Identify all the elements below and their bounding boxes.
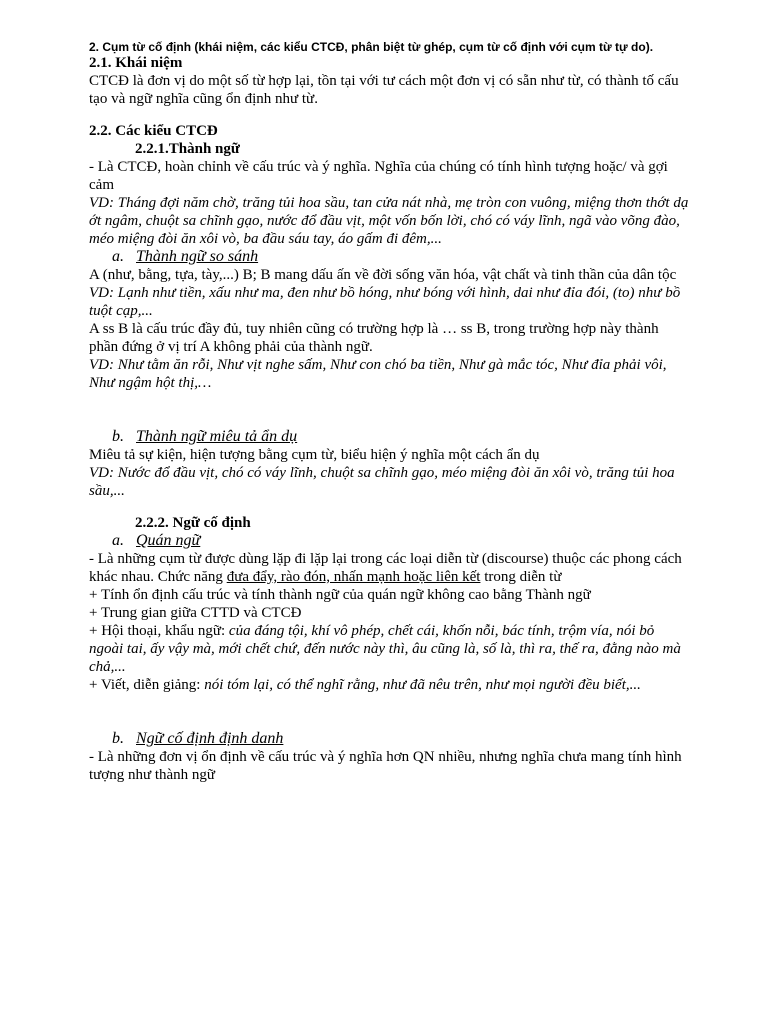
subsection-b-title [89, 428, 689, 446]
spacer [89, 392, 689, 428]
definition-text: - Là những cụm từ được dùng lặp đi lặp lại trong các loại diễn từ (discourse) thuộc các phong cách khác nhau. Chức năng [89, 551, 682, 585]
comparison-structure: A (như, bằng, tựa, tày,...) B; B mang dấu ấn về đời sống văn hóa, vật chất và tinh thần của dân tộc [89, 267, 677, 283]
spacer [89, 108, 689, 122]
definition-text-end: trong diễn từ [480, 569, 562, 585]
section-2-1-title: 2.1. Khái niệm [89, 55, 183, 71]
subsection-2-2-2-b-title [89, 730, 689, 748]
bullet-examples: nói tóm lại, có thể nghĩ rằng, như đã nêu trên, như mọi người đều biết,... [204, 677, 641, 693]
comparison-examples-1: VD: Lạnh như tiền, xấu như ma, đen như bồ hóng, như bóng với hình, dai như đỉa đói, (to) như bồ tuột cạp,... [89, 285, 681, 319]
bullet-label: + Viết, diễn giảng: [89, 677, 205, 693]
subsection-marker: b. [112, 730, 124, 747]
spacer [89, 500, 689, 514]
comparison-note: A ss B là cấu trúc đầy đủ, tuy nhiên cũng có trường hợp là … ss B, trong trường hợp này thành phần đứng ở vị trí A không phải của thành ngữ. [89, 321, 659, 355]
bullet-intermediate: + Trung gian giữa CTTD và CTCĐ [89, 605, 302, 621]
subsection-marker: a. [112, 248, 124, 265]
bullet-label: + Hội thoại, khẩu ngữ: [89, 623, 229, 639]
subsection-2-2-2-a-label: Quán ngữ [136, 532, 201, 549]
bullet-writing [89, 676, 689, 694]
section-2-2-2-title: 2.2.2. Ngữ cố định [135, 515, 251, 531]
bullet-examples: của đáng tội, khí vô phép, chết cái, khốn nỗi, bác tính, trộm vía, nói bỏ ngoài tai, ấy vậy mà, mới chết chứ, đến nước này thì, âu cũng là, số là, thì ra, thế ra, đằng nào mà chả,... [89, 623, 681, 675]
subsection-b-label: Thành ngữ miêu tả ẩn dụ [136, 428, 298, 445]
definition-emphasis: đưa đẩy, rào đón, nhấn mạnh hoặc liên kết [226, 569, 481, 585]
metaphor-definition: Miêu tả sự kiện, hiện tượng bằng cụm từ, biểu hiện ý nghĩa một cách ẩn dụ [89, 447, 540, 463]
metaphor-examples: VD: Nước đổ đầu vịt, chó có váy lĩnh, chuột sa chĩnh gạo, méo miệng đòi ăn xôi vò, trăng tủi hoa sầu,... [89, 465, 675, 499]
spacer [89, 694, 689, 730]
section-2-1-text: CTCĐ là đơn vị do một số từ hợp lại, tồn tại với tư cách một đơn vị có sẵn như từ, có thành tố cấu tạo và ngữ nghĩa cũng ổn định như từ. [89, 73, 679, 107]
fixed-phrase-definition [89, 550, 689, 586]
document-body [89, 40, 689, 784]
section-2-2-1-title: 2.2.1.Thành ngữ [135, 141, 240, 157]
main-heading: 2. Cụm từ cố định (khái niệm, các kiểu CTCĐ, phân biệt từ ghép, cụm từ cố định với cụm từ tự do). [89, 40, 654, 54]
idiom-examples: VD: Tháng đợi năm chờ, trăng tủi hoa sầu, tan cửa nát nhà, mẹ tròn con vuông, miệng thơn thớt dạ ớt ngâm, chuột sa chĩnh gạo, nước đổ đầu vịt, một vốn bốn lời, chó có váy lĩnh, ngã vào võng đào, méo miệng đòi ăn xôi vò, ba đầu sáu tay, áo gấm đi đêm,... [89, 195, 689, 247]
idiom-definition: - Là CTCĐ, hoàn chỉnh về cấu trúc và ý nghĩa. Nghĩa của chúng có tính hình tượng hoặc/ và gợi cảm [89, 159, 668, 193]
subsection-marker: a. [112, 532, 124, 549]
section-2-2-title: 2.2. Các kiểu CTCĐ [89, 123, 218, 139]
subsection-marker: b. [112, 428, 124, 445]
subsection-2-2-2-a-title [89, 532, 689, 550]
subsection-a-title [89, 248, 689, 266]
comparison-examples-2: VD: Như tằm ăn rỗi, Như vịt nghe sấm, Như con chó ba tiền, Như gà mắc tóc, Như đỉa phải vôi, Như ngậm hột thị,… [89, 357, 667, 391]
bullet-conversation [89, 622, 689, 676]
subsection-a-label: Thành ngữ so sánh [136, 248, 259, 265]
subsection-2-2-2-b-label: Ngữ cố định định danh [136, 730, 284, 747]
bullet-stability: + Tính ổn định cấu trúc và tính thành ngữ của quán ngữ không cao bằng Thành ngữ [89, 587, 591, 603]
naming-phrase-definition: - Là những đơn vị ổn định về cấu trúc và ý nghĩa hơn QN nhiều, nhưng nghĩa chưa mang tính hình tượng như thành ngữ [89, 749, 682, 783]
